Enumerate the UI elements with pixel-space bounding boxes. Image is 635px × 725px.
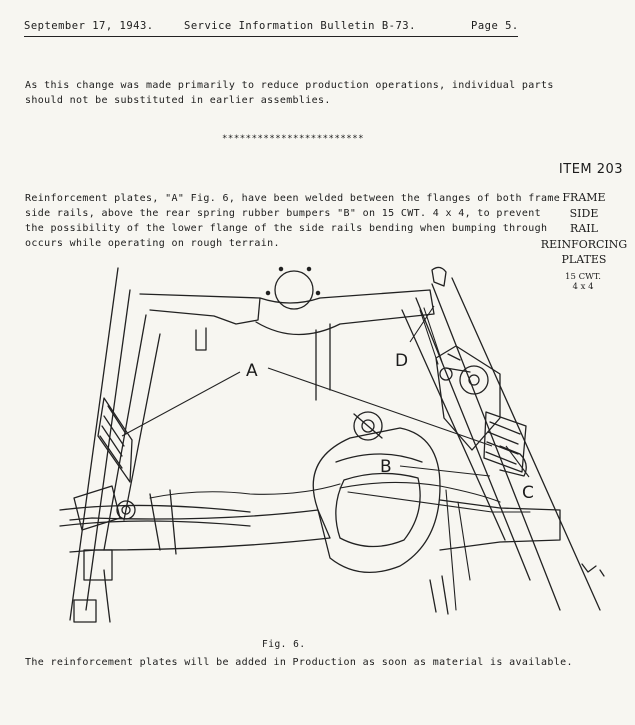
header-rule <box>24 36 518 37</box>
differential-housing <box>313 428 440 572</box>
intro-line-1: As this change was made primarily to reduce production operations, individual parts <box>25 80 554 91</box>
figure-caption: Fig. 6. <box>262 639 306 650</box>
header-title: Service Information Bulletin B-73. <box>184 20 416 32</box>
item-subject-line: SIDE <box>569 206 599 220</box>
rear-crossmember <box>140 294 260 324</box>
body-line-1: Reinforcement plates, "A" Fig. 6, have been welded between the flanges of both frame <box>25 193 561 204</box>
body-line-3: the possibility of the lower flange of the side rails bending when bumping through <box>25 223 548 234</box>
item-subject-line: PLATES <box>561 253 607 266</box>
body-line-4: occurs while operating on rough terrain. <box>25 238 280 249</box>
intro-line-2: should not be substituted in earlier assemblies. <box>25 95 331 106</box>
right-rail-outer-edge <box>452 278 600 610</box>
intro-paragraph <box>25 78 554 108</box>
header-date: September 17, 1943. <box>24 20 154 32</box>
callout-label-c: C <box>522 483 534 503</box>
section-separator: ************************ <box>222 134 365 144</box>
item-applies-line: 4 x 4 <box>572 282 594 292</box>
footer-note: The reinforcement plates will be added in Production as soon as material is available. <box>25 657 573 668</box>
left-road-spring <box>60 505 250 512</box>
item-number: ITEM 203 <box>558 162 624 177</box>
callout-label-a: A <box>246 361 258 381</box>
left-rail-outer-edge <box>70 268 118 620</box>
figure-6-chassis-drawing <box>0 250 635 630</box>
item-subject-line: REINFORCING <box>540 237 628 251</box>
rear-axle-housing <box>70 510 330 552</box>
header-page-number: Page 5. <box>471 20 519 32</box>
body-paragraph <box>25 191 560 251</box>
item-subject-line: FRAME <box>562 191 606 204</box>
leader-line-b <box>400 466 490 476</box>
item-applies-line: 15 CWT. <box>565 272 601 282</box>
callout-label-b: B <box>380 457 392 477</box>
item-subject-line: RAIL <box>570 222 598 235</box>
body-line-2: side rails, above the rear spring rubber bumpers "B" on 15 CWT. 4 x 4, to prevent <box>25 208 542 219</box>
reinforcement-plate-right <box>484 412 526 472</box>
leader-line-a-left <box>122 372 240 436</box>
callout-label-d: D <box>395 351 409 371</box>
